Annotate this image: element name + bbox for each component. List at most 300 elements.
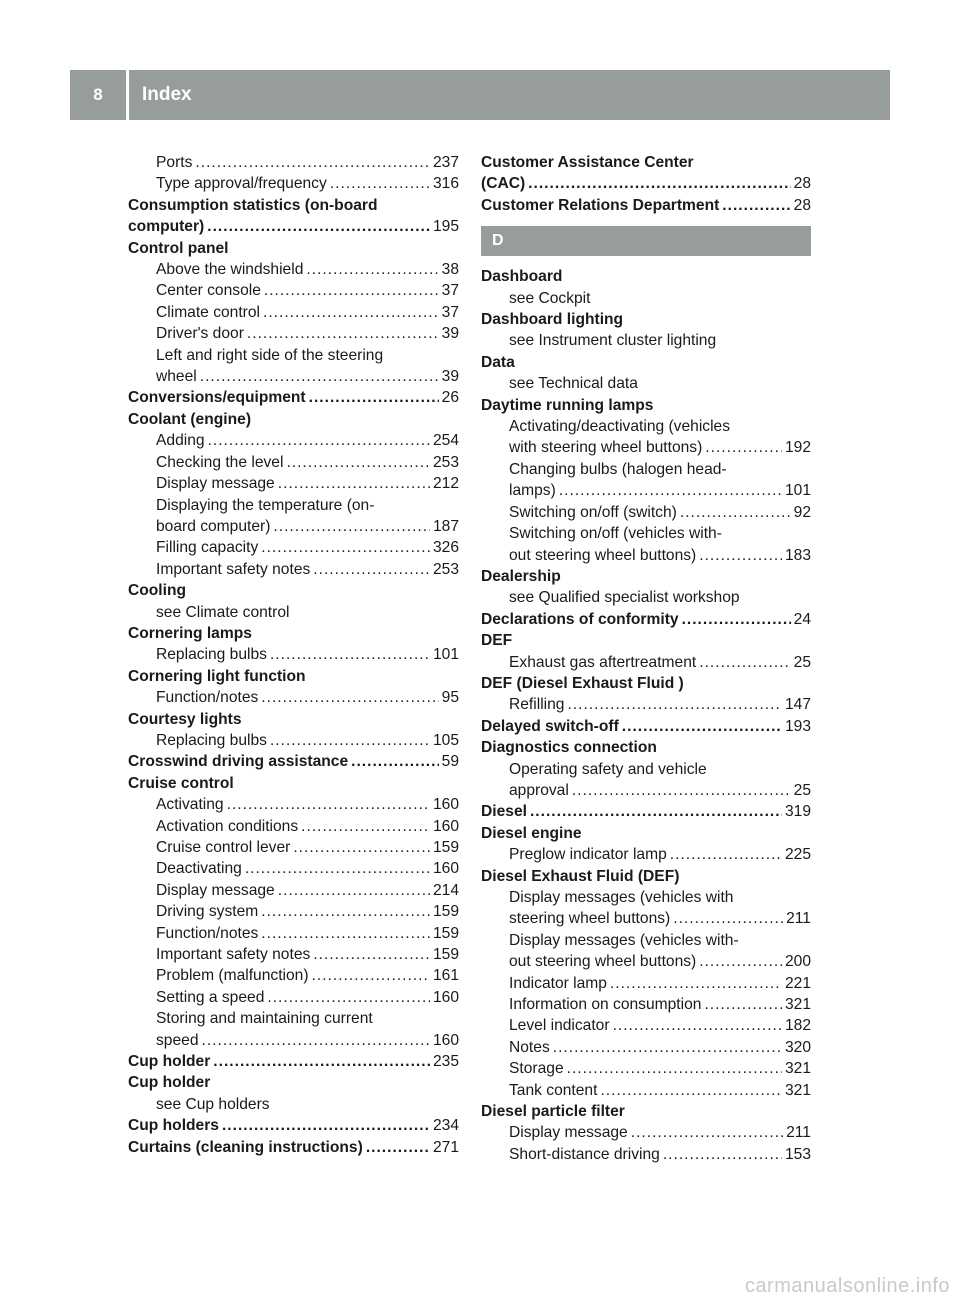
index-text: Storing and maintaining current — [156, 1010, 373, 1028]
index-subentry — [481, 973, 811, 994]
index-line — [156, 559, 459, 580]
index-subentry — [128, 495, 459, 538]
index-text: Cup holder — [128, 1074, 211, 1092]
index-line — [128, 216, 459, 237]
index-text: Important safety notes — [156, 946, 311, 964]
page-reference[interactable]: 225 — [784, 846, 811, 864]
leader-dots — [306, 259, 438, 280]
leader-dots — [366, 1137, 430, 1158]
index-line — [156, 516, 459, 537]
index-line — [128, 195, 459, 216]
index-line — [481, 173, 811, 194]
index-text: Cruise control — [128, 774, 234, 792]
index-subentry — [128, 602, 459, 623]
index-term — [481, 1101, 811, 1122]
page-reference[interactable]: 271 — [432, 1138, 459, 1156]
leader-dots — [699, 652, 790, 673]
page-reference[interactable]: 95 — [441, 689, 459, 707]
page-reference[interactable]: 235 — [432, 1053, 459, 1071]
leader-dots — [572, 780, 791, 801]
index-term — [128, 1115, 459, 1136]
index-line — [509, 759, 811, 780]
index-line — [156, 1094, 459, 1115]
index-term — [481, 716, 811, 737]
leader-dots — [264, 280, 439, 301]
index-line — [128, 751, 459, 772]
page-reference[interactable]: 211 — [786, 910, 811, 928]
leader-dots — [704, 994, 782, 1015]
index-line — [481, 309, 811, 330]
index-text: Driving system — [156, 903, 259, 921]
index-line — [481, 1101, 811, 1122]
index-line — [156, 1008, 459, 1029]
index-text: lamps) — [509, 482, 556, 500]
page-reference[interactable]: 195 — [432, 218, 459, 236]
index-line — [509, 502, 811, 523]
index-line — [509, 416, 811, 437]
index-text: Display message — [509, 1124, 628, 1142]
page-reference[interactable]: 39 — [441, 368, 459, 386]
index-line — [509, 694, 811, 715]
leader-dots — [705, 437, 782, 458]
index-text: Control panel — [128, 239, 229, 257]
index-line — [481, 823, 811, 844]
leader-dots — [270, 730, 430, 751]
leader-dots — [208, 430, 430, 451]
index-term — [128, 773, 459, 794]
leader-dots — [227, 794, 430, 815]
index-text: Cornering lamps — [128, 624, 252, 642]
page-reference[interactable]: 200 — [784, 953, 811, 971]
index-text: DEF (Diesel Exhaust Fluid ) — [481, 674, 684, 692]
index-term — [481, 566, 811, 587]
section-title: Index — [142, 84, 192, 105]
index-text: out steering wheel buttons) — [509, 953, 697, 971]
index-line — [156, 173, 459, 194]
page-reference[interactable]: 153 — [784, 1145, 811, 1163]
index-text: see Climate control — [156, 603, 290, 621]
page-reference[interactable]: 38 — [441, 261, 459, 279]
index-text: wheel — [156, 368, 197, 386]
index-line — [156, 730, 459, 751]
index-subentry — [128, 152, 459, 173]
index-term — [128, 195, 459, 238]
leader-dots — [528, 173, 790, 194]
index-text: Tank content — [509, 1081, 598, 1099]
index-term — [481, 352, 811, 373]
index-line — [509, 587, 811, 608]
index-text: Deactivating — [156, 860, 242, 878]
leader-dots — [559, 480, 782, 501]
page-reference[interactable]: 326 — [432, 539, 459, 557]
index-text: Information on consumption — [509, 996, 702, 1014]
index-text: Type approval/frequency — [156, 175, 327, 193]
leader-dots — [261, 537, 430, 558]
page-reference[interactable]: 160 — [432, 817, 459, 835]
index-subentry — [481, 759, 811, 802]
page-reference[interactable]: 192 — [784, 439, 811, 457]
index-line — [156, 602, 459, 623]
leader-dots — [309, 387, 439, 408]
index-text: Dashboard lighting — [481, 311, 624, 329]
page-reference[interactable]: 182 — [784, 1017, 811, 1035]
index-text: Cornering light function — [128, 667, 306, 685]
index-text: see Qualified specialist workshop — [509, 589, 740, 607]
index-line — [156, 965, 459, 986]
index-text: Filling capacity — [156, 539, 259, 557]
leader-dots — [301, 816, 430, 837]
page-reference[interactable]: 28 — [793, 175, 811, 193]
index-text: Checking the level — [156, 453, 284, 471]
leader-dots — [722, 195, 790, 216]
index-line — [128, 623, 459, 644]
index-text: Driver's door — [156, 325, 244, 343]
page-reference[interactable]: 211 — [786, 1124, 811, 1142]
index-text: Diesel engine — [481, 824, 582, 842]
index-text: Ports — [156, 154, 193, 171]
index-text: Courtesy lights — [128, 710, 242, 728]
page-reference[interactable]: 321 — [784, 1060, 811, 1078]
leader-dots — [699, 951, 782, 972]
index-line — [481, 673, 811, 694]
page-reference[interactable]: 37 — [441, 282, 459, 300]
index-line — [156, 901, 459, 922]
index-subentry — [128, 901, 459, 922]
index-text: Crosswind driving assistance — [128, 753, 349, 771]
leader-dots — [270, 644, 430, 665]
index-subentry — [128, 452, 459, 473]
index-line — [481, 195, 811, 216]
leader-dots — [610, 973, 782, 994]
index-subentry — [128, 430, 459, 451]
page-reference[interactable]: 160 — [432, 1031, 459, 1049]
index-term — [128, 1072, 459, 1093]
index-term — [481, 152, 811, 195]
index-subentry — [128, 473, 459, 494]
index-line — [509, 844, 811, 865]
index-subentry — [481, 1144, 811, 1165]
index-subentry — [481, 288, 811, 309]
leader-dots — [273, 516, 430, 537]
index-subentry — [481, 887, 811, 930]
index-subentry — [481, 1037, 811, 1058]
index-line — [509, 908, 811, 929]
page-reference[interactable]: 214 — [432, 881, 459, 899]
leader-dots — [622, 716, 782, 737]
index-text: Activation conditions — [156, 817, 299, 835]
index-line — [509, 930, 811, 951]
index-subentry — [128, 302, 459, 323]
page-reference[interactable]: 147 — [784, 696, 811, 714]
leader-dots — [613, 1015, 782, 1036]
index-text: computer) — [128, 218, 205, 236]
index-subentry — [128, 880, 459, 901]
index-line — [156, 473, 459, 494]
page-reference[interactable]: 25 — [793, 781, 811, 799]
leader-dots — [670, 844, 782, 865]
index-line — [481, 352, 811, 373]
index-line — [156, 944, 459, 965]
index-line — [128, 666, 459, 687]
index-line — [128, 1051, 459, 1072]
index-text: Changing bulbs (halogen head- — [509, 460, 727, 478]
index-text: Left and right side of the steering — [156, 346, 384, 364]
index-line — [156, 837, 459, 858]
index-line — [128, 409, 459, 430]
index-text: Coolant (engine) — [128, 410, 252, 428]
leader-dots — [567, 1058, 782, 1079]
index-text: Display messages (vehicles with- — [509, 931, 739, 949]
page-reference[interactable]: 24 — [793, 610, 811, 628]
page-reference[interactable]: 221 — [784, 974, 811, 992]
page-reference[interactable]: 59 — [441, 753, 459, 771]
page-reference[interactable]: 39 — [441, 325, 459, 343]
index-text: Cup holders — [128, 1117, 219, 1135]
leader-dots — [313, 559, 430, 580]
index-text: Above the windshield — [156, 261, 304, 279]
page-reference[interactable]: 320 — [784, 1038, 811, 1056]
index-text: Delayed switch-off — [481, 717, 619, 735]
index-text: Notes — [509, 1038, 550, 1056]
index-line — [156, 858, 459, 879]
page-reference[interactable]: 105 — [432, 731, 459, 749]
leader-dots — [600, 1080, 782, 1101]
index-text: see Instrument cluster lighting — [509, 332, 717, 350]
page-reference[interactable]: 316 — [432, 175, 459, 193]
index-text: Exhaust gas aftertreatment — [509, 653, 697, 671]
index-term — [481, 266, 811, 287]
page-reference[interactable]: 254 — [432, 432, 459, 450]
page-reference[interactable]: 212 — [432, 475, 459, 493]
leader-dots — [267, 987, 430, 1008]
index-subentry — [481, 994, 811, 1015]
index-subentry — [481, 1015, 811, 1036]
index-term — [481, 673, 811, 694]
index-term — [481, 737, 811, 758]
index-line — [509, 1058, 811, 1079]
index-line — [128, 580, 459, 601]
page-reference[interactable]: 101 — [432, 646, 459, 664]
index-term — [128, 1137, 459, 1158]
index-subentry — [128, 323, 459, 344]
index-subentry — [128, 837, 459, 858]
page-reference[interactable]: 253 — [432, 560, 459, 578]
leader-dots — [567, 694, 781, 715]
index-text: Diesel Exhaust Fluid (DEF) — [481, 867, 680, 885]
page-reference[interactable]: 159 — [432, 839, 459, 856]
page-reference[interactable]: 101 — [784, 482, 811, 500]
index-text: Function/notes — [156, 924, 259, 942]
page-reference[interactable]: 193 — [784, 717, 811, 735]
page-reference[interactable]: 319 — [784, 803, 811, 821]
index-text: Curtains (cleaning instructions) — [128, 1138, 363, 1156]
index-subentry — [128, 280, 459, 301]
index-term — [128, 751, 459, 772]
index-subentry — [481, 416, 811, 459]
index-text: Consumption statistics (on-board — [128, 196, 378, 214]
leader-dots — [293, 837, 430, 858]
page-reference[interactable]: 253 — [432, 453, 459, 471]
page-reference[interactable]: 160 — [432, 796, 459, 814]
index-subentry — [128, 687, 459, 708]
index-term — [128, 409, 459, 430]
page-reference[interactable]: 161 — [432, 967, 459, 985]
index-term — [128, 623, 459, 644]
page-reference[interactable]: 187 — [432, 517, 459, 535]
index-line — [156, 259, 459, 280]
leader-dots — [330, 173, 430, 194]
page-reference[interactable]: 237 — [432, 154, 459, 171]
index-line — [509, 330, 811, 351]
page-reference[interactable]: 159 — [432, 924, 459, 942]
index-text: board computer) — [156, 517, 271, 535]
page-reference[interactable]: 28 — [793, 196, 811, 214]
index-line — [156, 987, 459, 1008]
index-line — [128, 1072, 459, 1093]
index-line — [509, 437, 811, 458]
index-line — [509, 545, 811, 566]
index-term — [481, 630, 811, 651]
index-line — [156, 880, 459, 901]
index-term — [481, 823, 811, 844]
index-line — [156, 816, 459, 837]
index-line — [156, 430, 459, 451]
index-text: Indicator lamp — [509, 974, 607, 992]
index-line — [481, 609, 811, 630]
leader-dots — [286, 452, 430, 473]
page-header — [70, 70, 890, 120]
index-text: out steering wheel buttons) — [509, 546, 697, 564]
index-subentry — [481, 694, 811, 715]
index-subentry — [128, 858, 459, 879]
index-line — [509, 373, 811, 394]
leader-dots — [312, 965, 430, 986]
index-line — [481, 737, 811, 758]
index-text: Preglow indicator lamp — [509, 846, 667, 864]
leader-dots — [261, 687, 438, 708]
index-subentry — [128, 1094, 459, 1115]
index-subentry — [481, 523, 811, 566]
index-text: speed — [156, 1031, 199, 1049]
index-line — [128, 1115, 459, 1136]
index-term — [481, 801, 811, 822]
leader-dots — [278, 473, 430, 494]
index-term — [128, 387, 459, 408]
index-text: Setting a speed — [156, 988, 265, 1006]
index-text: Data — [481, 353, 515, 371]
leader-dots — [261, 901, 430, 922]
leader-dots — [553, 1037, 782, 1058]
index-text: Adding — [156, 432, 205, 450]
index-text: steering wheel buttons) — [509, 910, 671, 928]
page-reference[interactable]: 25 — [793, 653, 811, 671]
index-line — [156, 323, 459, 344]
index-subentry — [128, 259, 459, 280]
index-text: Diesel — [481, 803, 527, 821]
leader-dots — [261, 923, 430, 944]
index-line — [509, 288, 811, 309]
index-text: Daytime running lamps — [481, 396, 654, 414]
index-text: Display message — [156, 881, 275, 899]
index-text: Display message — [156, 475, 275, 493]
index-text: Storage — [509, 1060, 564, 1078]
page-reference[interactable]: 159 — [432, 903, 459, 921]
leader-dots — [680, 502, 791, 523]
index-term — [481, 866, 811, 887]
index-line — [509, 523, 811, 544]
leader-dots — [699, 545, 782, 566]
index-text: Operating safety and vehicle — [509, 760, 707, 778]
index-letter-heading: D — [481, 226, 811, 256]
page-reference[interactable]: 183 — [784, 546, 811, 564]
index-text: approval — [509, 781, 569, 799]
page-reference[interactable]: 234 — [432, 1117, 459, 1135]
index-line — [481, 716, 811, 737]
page-reference[interactable]: 159 — [432, 946, 459, 964]
page-reference[interactable]: 321 — [784, 1081, 811, 1099]
leader-dots — [263, 302, 439, 323]
leader-dots — [202, 1030, 430, 1051]
index-term — [481, 609, 811, 630]
page-reference[interactable]: 92 — [793, 503, 811, 521]
leader-dots — [247, 323, 439, 344]
page-reference[interactable]: 26 — [441, 389, 459, 407]
index-subentry — [481, 1058, 811, 1079]
index-subentry — [128, 173, 459, 194]
index-line — [481, 266, 811, 287]
index-term — [481, 309, 811, 330]
index-text: Cruise control lever — [156, 839, 291, 856]
index-line — [509, 480, 811, 501]
index-line — [156, 280, 459, 301]
index-text: Function/notes — [156, 689, 259, 707]
index-subentry — [481, 330, 811, 351]
index-subentry — [128, 816, 459, 837]
index-text: Level indicator — [509, 1017, 610, 1035]
page-reference[interactable]: 160 — [432, 860, 459, 878]
index-line — [156, 366, 459, 387]
header-divider — [126, 70, 129, 120]
index-text: Customer Relations Department — [481, 196, 720, 214]
index-line — [128, 709, 459, 730]
index-term — [128, 238, 459, 259]
leader-dots — [207, 216, 430, 237]
index-subentry — [481, 502, 811, 523]
leader-dots — [200, 366, 439, 387]
index-text: Replacing bulbs — [156, 731, 267, 749]
index-text: Display messages (vehicles with — [509, 889, 734, 906]
index-term — [128, 666, 459, 687]
index-subentry — [128, 559, 459, 580]
index-line — [128, 238, 459, 259]
index-subentry — [481, 930, 811, 973]
leader-dots — [278, 880, 430, 901]
index-line — [156, 537, 459, 558]
index-line — [156, 452, 459, 473]
page-reference[interactable]: 37 — [441, 303, 459, 321]
index-text: Cooling — [128, 582, 187, 600]
index-line — [128, 387, 459, 408]
index-term — [128, 1051, 459, 1072]
index-line — [509, 1037, 811, 1058]
index-subentry — [128, 923, 459, 944]
index-text: Refilling — [509, 696, 565, 714]
leader-dots — [530, 801, 782, 822]
page-reference[interactable]: 321 — [784, 996, 811, 1014]
page-reference[interactable]: 160 — [432, 988, 459, 1006]
index-column-left — [128, 152, 459, 1158]
index-text: Activating — [156, 796, 224, 814]
